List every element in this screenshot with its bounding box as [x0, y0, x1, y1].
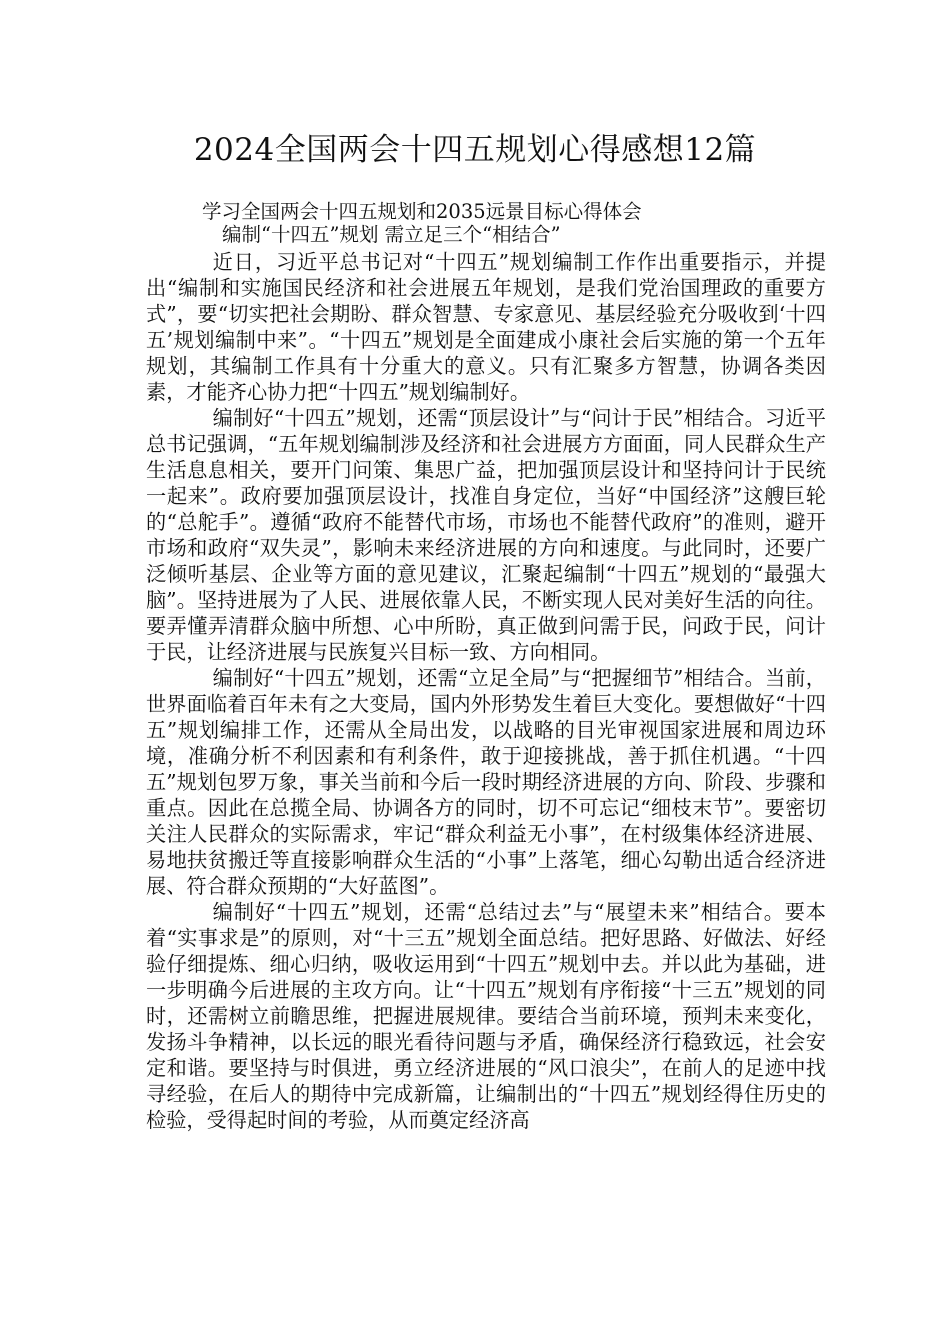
document-body [146, 249, 826, 1133]
body-paragraph: 编制好“十四五”规划，还需“总结过去”与“展望未来”相结合。要本着“实事求是”的原则，对“十三五”规划全面总结。把好思路、好做法、好经验仔细提炼、细心归纳，吸收运用到“十四五”规划中去。并以此为基础，进一步明确今后进展的主攻方向。让“十四五”规划有序衔接“十三五”规划的同时，还需树立前瞻思维，把握进展规律。要结合当前环境，预判未来变化，发扬斗争精神，以长远的眼光看待问题与矛盾，确保经济行稳致远，社会安定和谐。要坚持与时俱进，勇立经济进展的“风口浪尖”，在前人的足迹中找寻经验，在后人的期待中完成新篇，让编制出的“十四五”规划经得住历史的检验，受得起时间的考验，从而奠定经济高 [146, 900, 826, 1132]
document-title: 2024全国两会十四五规划心得感想12篇 [193, 132, 757, 168]
body-paragraph: 近日，习近平总书记对“十四五”规划编制工作作出重要指示，并提出“编制和实施国民经济和社会进展五年规划，是我们党治国理政的重要方式”，要“切实把社会期盼、群众智慧、专家意见、基层经验充分吸收到‘十四五’规划编制中来”。“十四五”规划是全面建成小康社会后实施的第一个五年规划，其编制工作具有十分重大的意义。只有汇聚多方智慧，协调各类因素，才能齐心协力把“十四五”规划编制好。 [146, 250, 826, 404]
section-heading: 编制“十四五”规划 需立足三个“相结合” [222, 223, 561, 246]
body-paragraph: 编制好“十四五”规划，还需“顶层设计”与“问计于民”相结合。习近平总书记强调，“五年规划编制涉及经济和社会进展方方面面，同人民群众生产生活息息相关，要开门问策、集思广益，把加强顶层设计和坚持问计于民统一起来”。政府要加强顶层设计，找准自身定位，当好“中国经济”这艘巨轮的“总舵手”。遵循“政府不能替代市场，市场也不能替代政府”的准则，避开市场和政府“双失灵”，影响未来经济进展的方向和速度。与此同时，还要广泛倾听基层、企业等方面的意见建议，汇聚起编制“十四五”规划的“最强大脑”。坚持进展为了人民、进展依靠人民，不断实现人民对美好生活的向往。要弄懂弄清群众脑中所想、心中所盼，真正做到问需于民，问政于民，问计于民，让经济进展与民族复兴目标一致、方向相同。 [146, 406, 826, 664]
document-subtitle: 学习全国两会十四五规划和2035远景目标心得体会 [202, 200, 642, 223]
body-paragraph: 编制好“十四五”规划，还需“立足全局”与“把握细节”相结合。当前，世界面临着百年未有之大变局，国内外形势发生着巨大变化。要想做好“十四五”规划编排工作，还需从全局出发，以战略的目光审视国家进展和周边环境，准确分析不利因素和有利条件，敢于迎接挑战，善于抓住机遇。“十四五”规划包罗万象，事关当前和今后一段时期经济进展的方向、阶段、步骤和重点。因此在总揽全局、协调各方的同时，切不可忘记“细枝末节”。要密切关注人民群众的实际需求，牢记“群众利益无小事”，在村级集体经济进展、易地扶贫搬迁等直接影响群众生活的“小事”上落笔，细心勾勒出适合经济进展、符合群众预期的“大好蓝图”。 [146, 666, 826, 898]
